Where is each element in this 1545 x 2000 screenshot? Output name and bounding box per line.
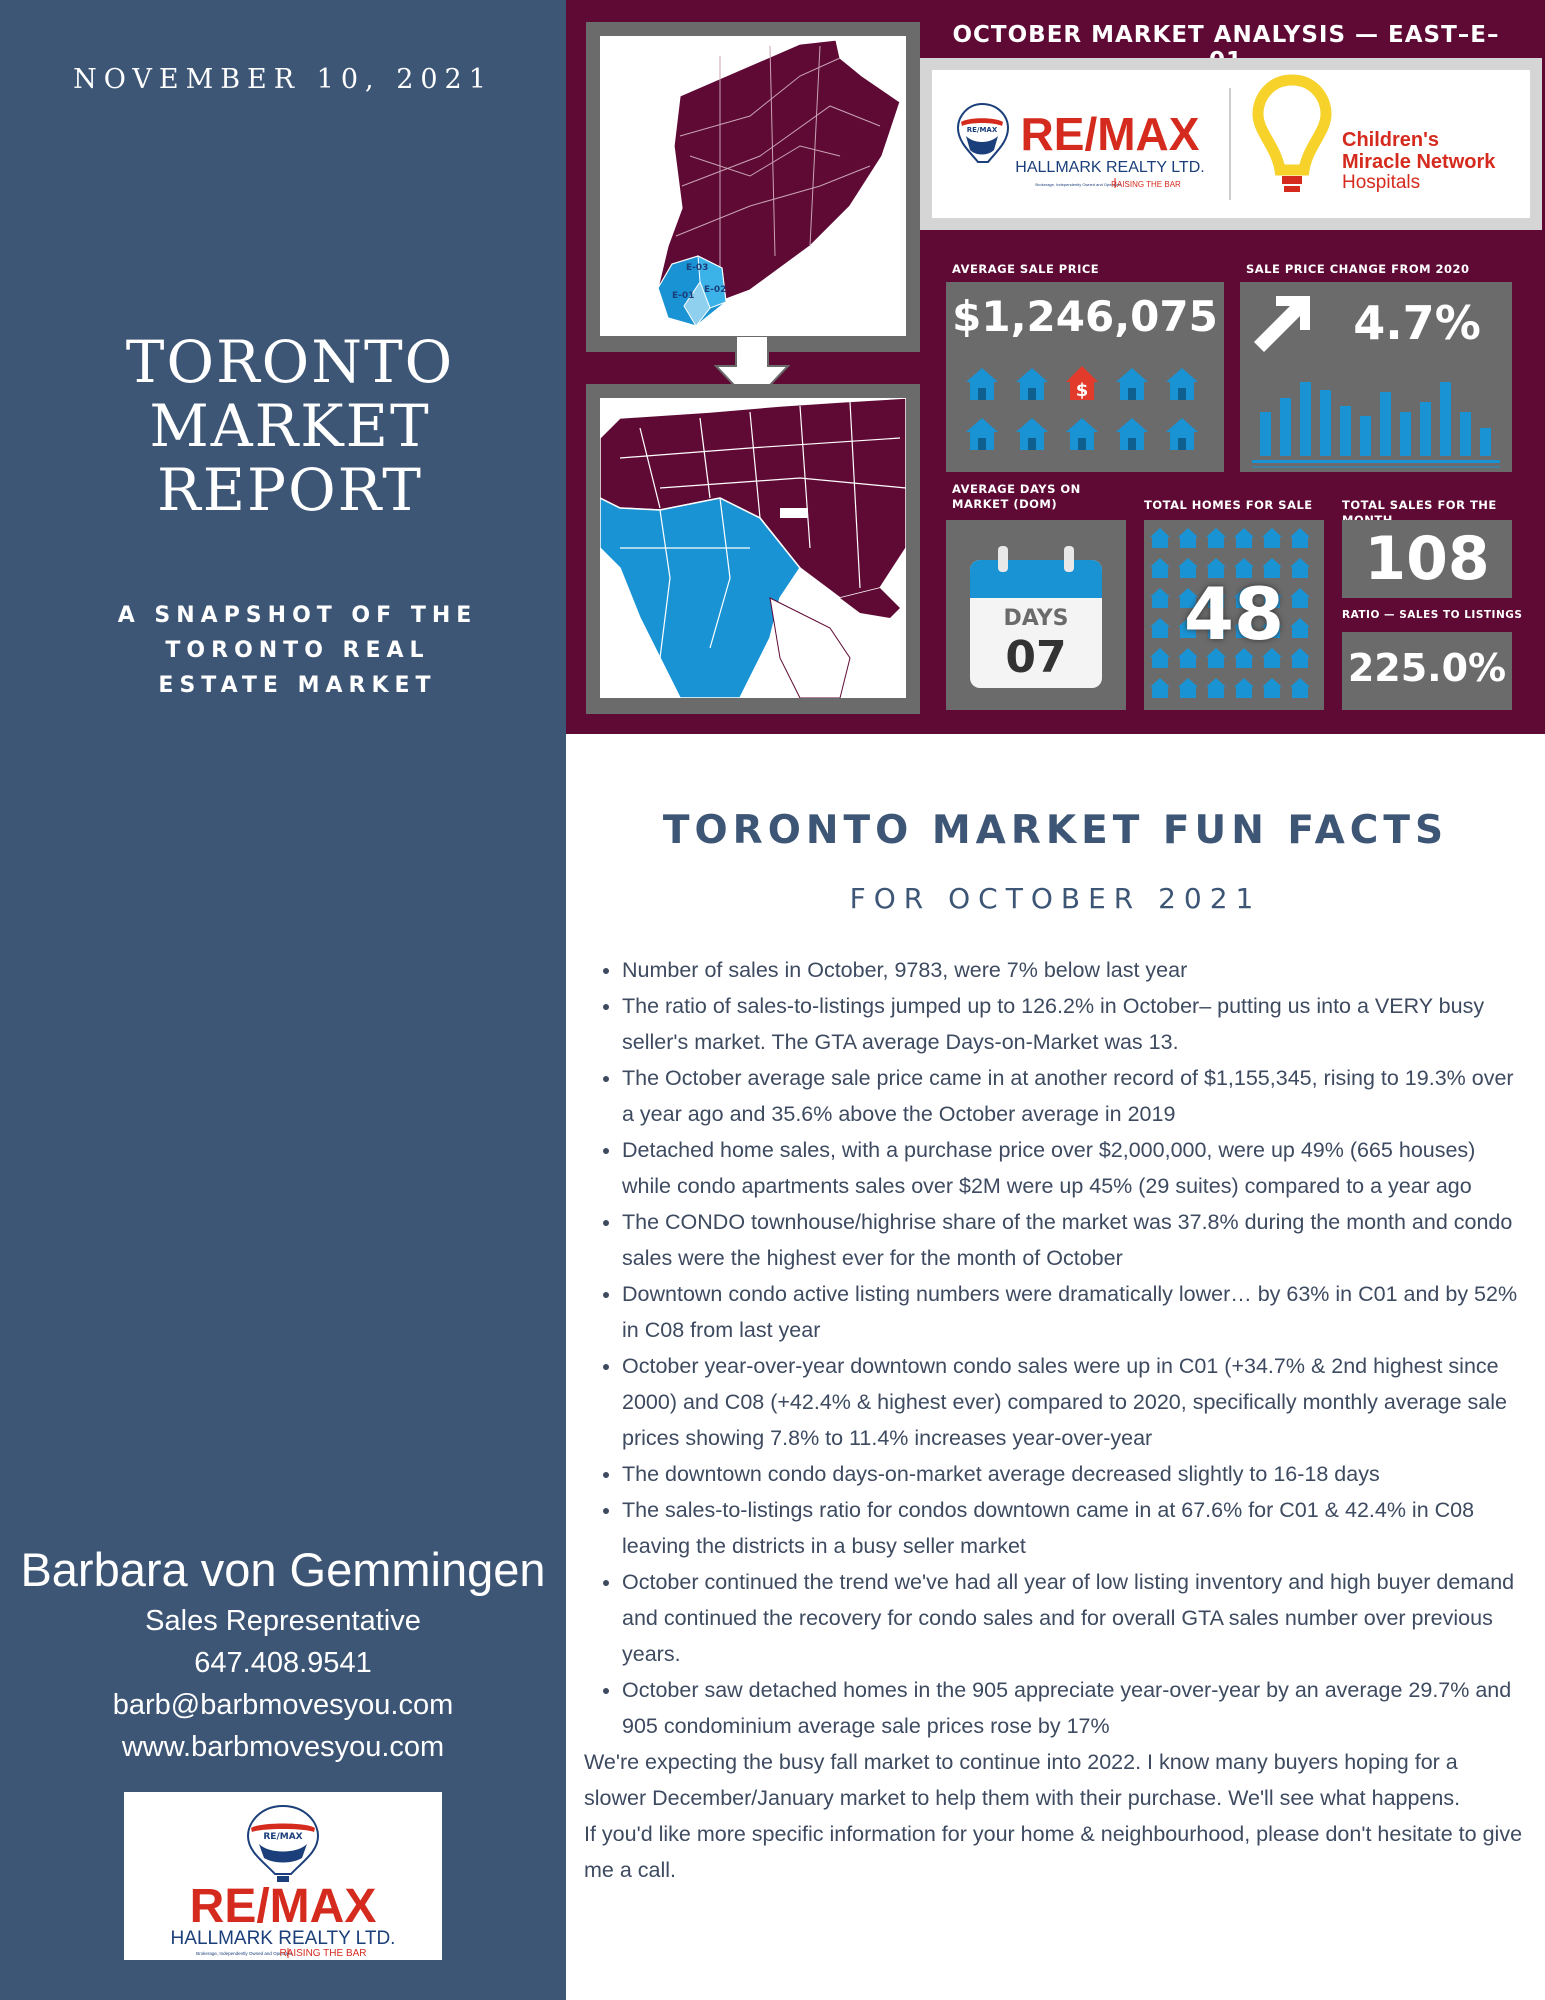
homes-value: 48 xyxy=(1183,572,1285,656)
agent-role: Sales Representative xyxy=(145,1605,421,1637)
ratio-tile xyxy=(1342,632,1512,710)
subtitle-line: A SNAPSHOT OF THE xyxy=(117,603,478,628)
list-item: • October saw detached homes in the 905 appreciate year-over-year by an average 29.7% and 905 condominium average sale prices rose by 17% xyxy=(622,1672,1524,1744)
dom-label xyxy=(952,482,1081,512)
facts-subtitle: FOR OCTOBER 2021 xyxy=(849,882,1262,915)
trend-up-arrow-icon xyxy=(1248,292,1320,364)
map-label-e03: E-03 xyxy=(686,263,709,273)
list-item: • Number of sales in October, 9783, were 7% below last year xyxy=(622,952,1524,988)
market-infographic xyxy=(566,0,1545,734)
report-subtitle xyxy=(100,598,495,703)
avg-price-tile xyxy=(946,282,1224,472)
toronto-overview-map xyxy=(586,22,920,352)
report-title-line: MARKET xyxy=(149,392,431,460)
cmn-lightbulb-icon xyxy=(1258,80,1326,192)
sidebar xyxy=(0,0,566,2000)
list-item: • The CONDO townhouse/highrise share of the market was 37.8% during the month and condo sales were the highest ever for the month of October xyxy=(622,1204,1524,1276)
report-title-line: TORONTO xyxy=(125,328,455,396)
map-label-e02: E-02 xyxy=(704,285,727,295)
map-label-e01: E-01 xyxy=(672,291,695,301)
cmn-line-2: Miracle Network xyxy=(1342,151,1496,173)
house-icons xyxy=(946,360,1224,470)
price-change-tile xyxy=(1240,282,1512,472)
balloon-text: RE/MAX xyxy=(966,126,998,134)
closing-paragraph: If you'd like more specific information for your home & neighbourhood, please don't hesitate to give me a call. xyxy=(584,1822,1523,1882)
analysis-header: OCTOBER MARKET ANALYSIS — EAST–E– xyxy=(952,22,1500,48)
list-item: • October year-over-year downtown condo sales were up in C01 (+34.7% & 2nd highest since 2000) and C08 (+42.4% & highest ever) compared to 2020, specifically monthly average sale prices showing 7.8% to 11.4% increases year-over-year xyxy=(622,1348,1524,1456)
agent-email[interactable]: barb@barbmovesyou.com xyxy=(112,1689,454,1721)
remax-company: HALLMARK REALTY LTD. xyxy=(1015,159,1205,176)
list-item: • The sales-to-listings ratio for condos downtown came in at 67.6% for C01 & 42.4% in C08 leaving the districts in a busy seller market xyxy=(622,1492,1524,1564)
remax-balloon-icon xyxy=(124,1792,442,1960)
ratio-value: 225.0% xyxy=(1347,646,1507,690)
remax-brand: RE/MAX xyxy=(1020,108,1200,160)
dom-value: 07 xyxy=(1005,632,1067,683)
sponsor-logos xyxy=(920,58,1542,230)
dom-word: DAYS xyxy=(1003,606,1069,631)
avg-price-value: $1,246,075 xyxy=(952,292,1218,341)
agent-phone[interactable]: 647.408.9541 xyxy=(194,1647,372,1679)
east-district-map xyxy=(586,384,920,714)
remax-logo xyxy=(124,1792,442,1960)
homes-tile xyxy=(1144,520,1324,710)
ratio-label: RATIO — SALES TO LISTINGS xyxy=(1342,609,1523,621)
remax-tagline-left: Brokerage, Independently Owned and Operated xyxy=(196,1951,292,1956)
report-title-line: REPORT xyxy=(157,456,423,524)
district-map-icon xyxy=(600,398,906,698)
remax-company: HALLMARK REALTY LTD. xyxy=(170,1928,396,1949)
list-item: • The downtown condo days-on-market average decreased slightly to 16-18 days xyxy=(622,1456,1524,1492)
agent-name: Barbara von Gemmingen xyxy=(20,1543,546,1596)
report-date: NOVEMBER 10, 2021 xyxy=(73,64,493,95)
report-title xyxy=(0,330,580,522)
remax-tagline-right: RAISING THE BAR xyxy=(279,1948,367,1959)
homes-label: TOTAL HOMES FOR SALE xyxy=(1144,498,1313,512)
facts-body xyxy=(584,952,1524,1888)
list-item: • October continued the trend we've had all year of low listing inventory and high buyer demand and continued the recovery for condo sales and for overall GTA sales number over previous years. xyxy=(622,1564,1524,1672)
list-item: • The ratio of sales-to-listings jumped up to 126.2% in October– putting us into a VERY busy seller's market. The GTA average Days-on-Market was 13. xyxy=(622,988,1524,1060)
list-item: • Downtown condo active listing numbers were dramatically lower… by 63% in C01 and by 52% in C08 from last year xyxy=(622,1276,1524,1348)
agent-website[interactable]: www.barbmovesyou.com xyxy=(121,1731,445,1763)
closing-paragraph: We're expecting the busy fall market to continue into 2022. I know many buyers hoping for a slower December/January market to help them with their purchase. We'll see what happens. xyxy=(584,1750,1461,1810)
sales-value: 108 xyxy=(1364,524,1490,594)
bar-graphic-icon xyxy=(1240,362,1512,472)
price-change-label: SALE PRICE CHANGE FROM 2020 xyxy=(1246,262,1470,276)
balloon-text: RE/MAX xyxy=(263,1832,303,1842)
remax-tagline-left: Brokerage, Independently Owned and Operated xyxy=(1035,182,1121,187)
cmn-line-1: Children's xyxy=(1342,129,1439,151)
subtitle-line: ESTATE MARKET xyxy=(158,673,437,698)
toronto-map-icon xyxy=(600,36,906,336)
dom-tile xyxy=(946,520,1126,710)
dom-label-line: MARKET (DOM) xyxy=(952,497,1058,511)
avg-price-label: AVERAGE SALE PRICE xyxy=(952,262,1100,276)
remax-brand: RE/MAX xyxy=(189,1880,377,1933)
facts-list xyxy=(584,952,1524,1744)
list-item: • The October average sale price came in at another record of $1,155,345, rising to 19.3% over a year ago and 35.6% above the October average in 2019 xyxy=(622,1060,1524,1132)
list-item: • Detached home sales, with a purchase price over $2,000,000, were up 49% (665 houses) while condo apartments sales over $2M were up 45% (29 suites) compared to a year ago xyxy=(622,1132,1524,1204)
cmn-line-3: Hospitals xyxy=(1342,172,1421,193)
remax-tagline-right: RAISING THE BAR xyxy=(1111,180,1181,189)
dom-label-line: AVERAGE DAYS ON xyxy=(952,482,1081,496)
remax-logo-icon xyxy=(932,70,1530,218)
facts-title: TORONTO MARKET FUN FACTS xyxy=(662,808,1449,853)
calendar-icon xyxy=(970,560,1102,688)
dollar-symbol: $ xyxy=(1075,380,1089,401)
sales-tile xyxy=(1342,520,1512,598)
agent-contact xyxy=(0,1540,566,1768)
subtitle-line: TORONTO REAL xyxy=(165,638,430,663)
sales-label: TOTAL SALES FOR THE xyxy=(1342,498,1497,512)
price-change-value: 4.7% xyxy=(1353,296,1481,350)
